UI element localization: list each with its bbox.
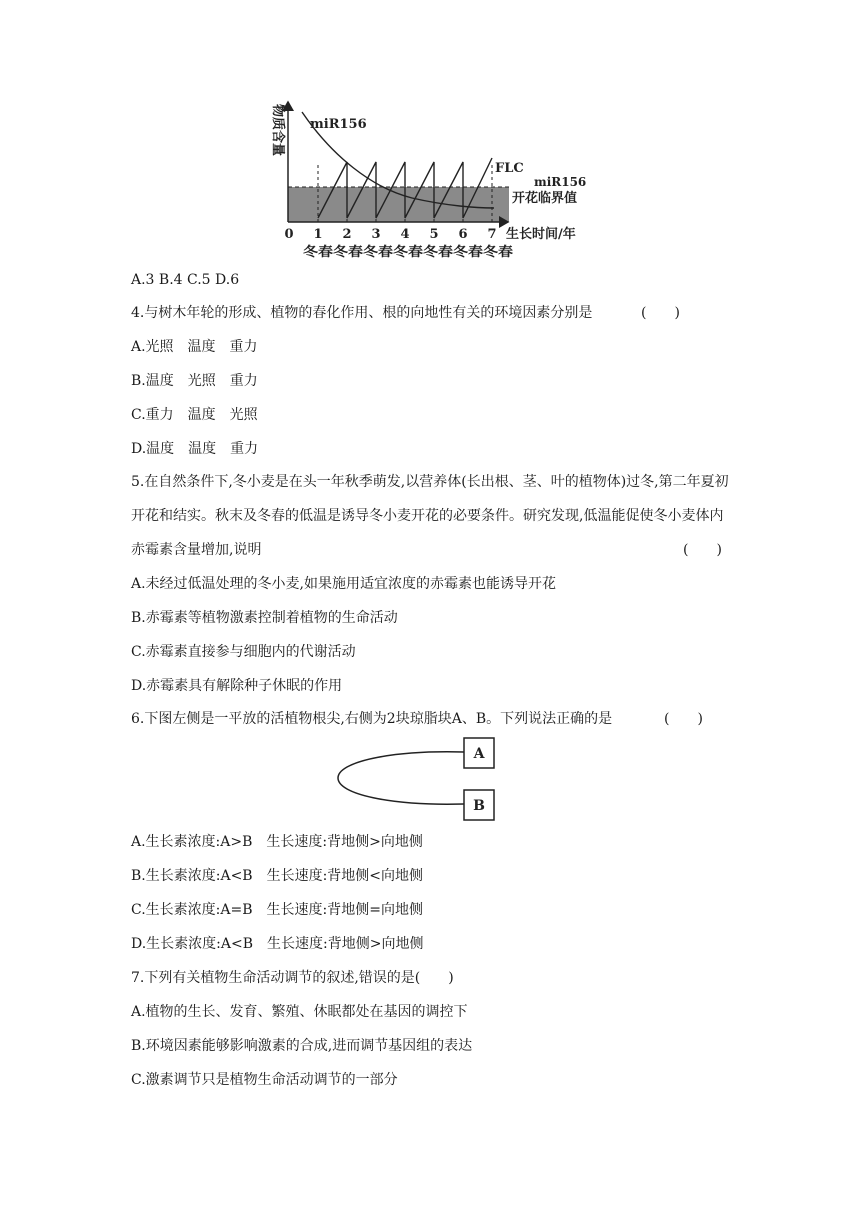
tick-0: 0: [284, 227, 294, 242]
tick-7: 7: [487, 227, 497, 242]
x-tick-labels: [284, 227, 496, 242]
q6-option-d: D.生长素浓度:A<B 生长速度:背地侧>向地侧: [131, 936, 424, 952]
figure-mir156-chart: [262, 98, 602, 264]
q7-option-b: B.环境因素能够影响激素的合成,进而调节基因组的表达: [131, 1038, 473, 1054]
q6-answer-paren: ( ): [664, 711, 703, 727]
q4-option-b: B.温度 光照 重力: [131, 373, 258, 389]
q4-answer-paren: ( ): [641, 305, 680, 321]
tick-4: 4: [400, 227, 410, 242]
q4-option-c: C.重力 温度 光照: [131, 407, 258, 423]
q5-stem: 5.在自然条件下,冬小麦是在头一年秋季萌发,以营养体(长出根、茎、叶的植物体)过冬,第二年夏初开花和结实。秋末及冬春的低温是诱导冬小麦开花的必要条件。研究发现,低温能促使冬小麦体内赤霉素含量增加,说明: [131, 474, 729, 558]
mir156-label: miR156: [310, 117, 367, 132]
q5-answer-paren: ( ): [683, 542, 722, 558]
season-labels: 冬春冬春冬春冬春冬春冬春冬春: [303, 245, 486, 260]
q3-options: A.3 B.4 C.5 D.6: [131, 272, 240, 288]
q4-option-a: A.光照 温度 重力: [131, 339, 258, 355]
figure-root-tip: [330, 736, 500, 822]
tick-1: 1: [313, 227, 323, 242]
flc-label: FLC: [495, 161, 524, 176]
agar-block-b-label: B: [473, 798, 485, 814]
root-tip-outline: [338, 752, 464, 804]
tick-3: 3: [371, 227, 381, 242]
threshold-mir-label: miR156: [534, 175, 587, 189]
tick-2: 2: [342, 227, 352, 242]
agar-block-a-label: A: [473, 746, 485, 762]
q6-option-c: C.生长素浓度:A=B 生长速度:背地侧=向地侧: [131, 902, 423, 918]
q7-option-a: A.植物的生长、发育、繁殖、休眠都处在基因的调控下: [131, 1004, 468, 1020]
tick-5: 5: [429, 227, 439, 242]
q5-option-c: C.赤霉素直接参与细胞内的代谢活动: [131, 644, 356, 660]
q5-option-b: B.赤霉素等植物激素控制着植物的生命活动: [131, 610, 398, 626]
x-axis-label: 生长时间/年: [506, 227, 576, 242]
q6-option-b: B.生长素浓度:A<B 生长速度:背地侧<向地侧: [131, 868, 424, 884]
q5-option-d: D.赤霉素具有解除种子休眠的作用: [131, 678, 343, 694]
q6-stem: 6.下图左侧是一平放的活植物根尖,右侧为2块琼脂块A、B。下列说法正确的是: [131, 711, 613, 727]
q7-option-c: C.激素调节只是植物生命活动调节的一部分: [131, 1072, 398, 1088]
q6-option-a: A.生长素浓度:A>B 生长速度:背地侧>向地侧: [131, 834, 423, 850]
threshold-text: 开花临界值: [512, 191, 578, 206]
tick-6: 6: [458, 227, 468, 242]
q7-stem: 7.下列有关植物生命活动调节的叙述,错误的是( ): [131, 970, 454, 986]
q4-stem: 4.与树木年轮的形成、植物的春化作用、根的向地性有关的环境因素分别是: [131, 305, 593, 321]
q4-option-d: D.温度 温度 重力: [131, 441, 259, 457]
q5-option-a: A.未经过低温处理的冬小麦,如果施用适宜浓度的赤霉素也能诱导开花: [131, 576, 557, 592]
y-axis-label: 物质含量: [270, 104, 285, 157]
